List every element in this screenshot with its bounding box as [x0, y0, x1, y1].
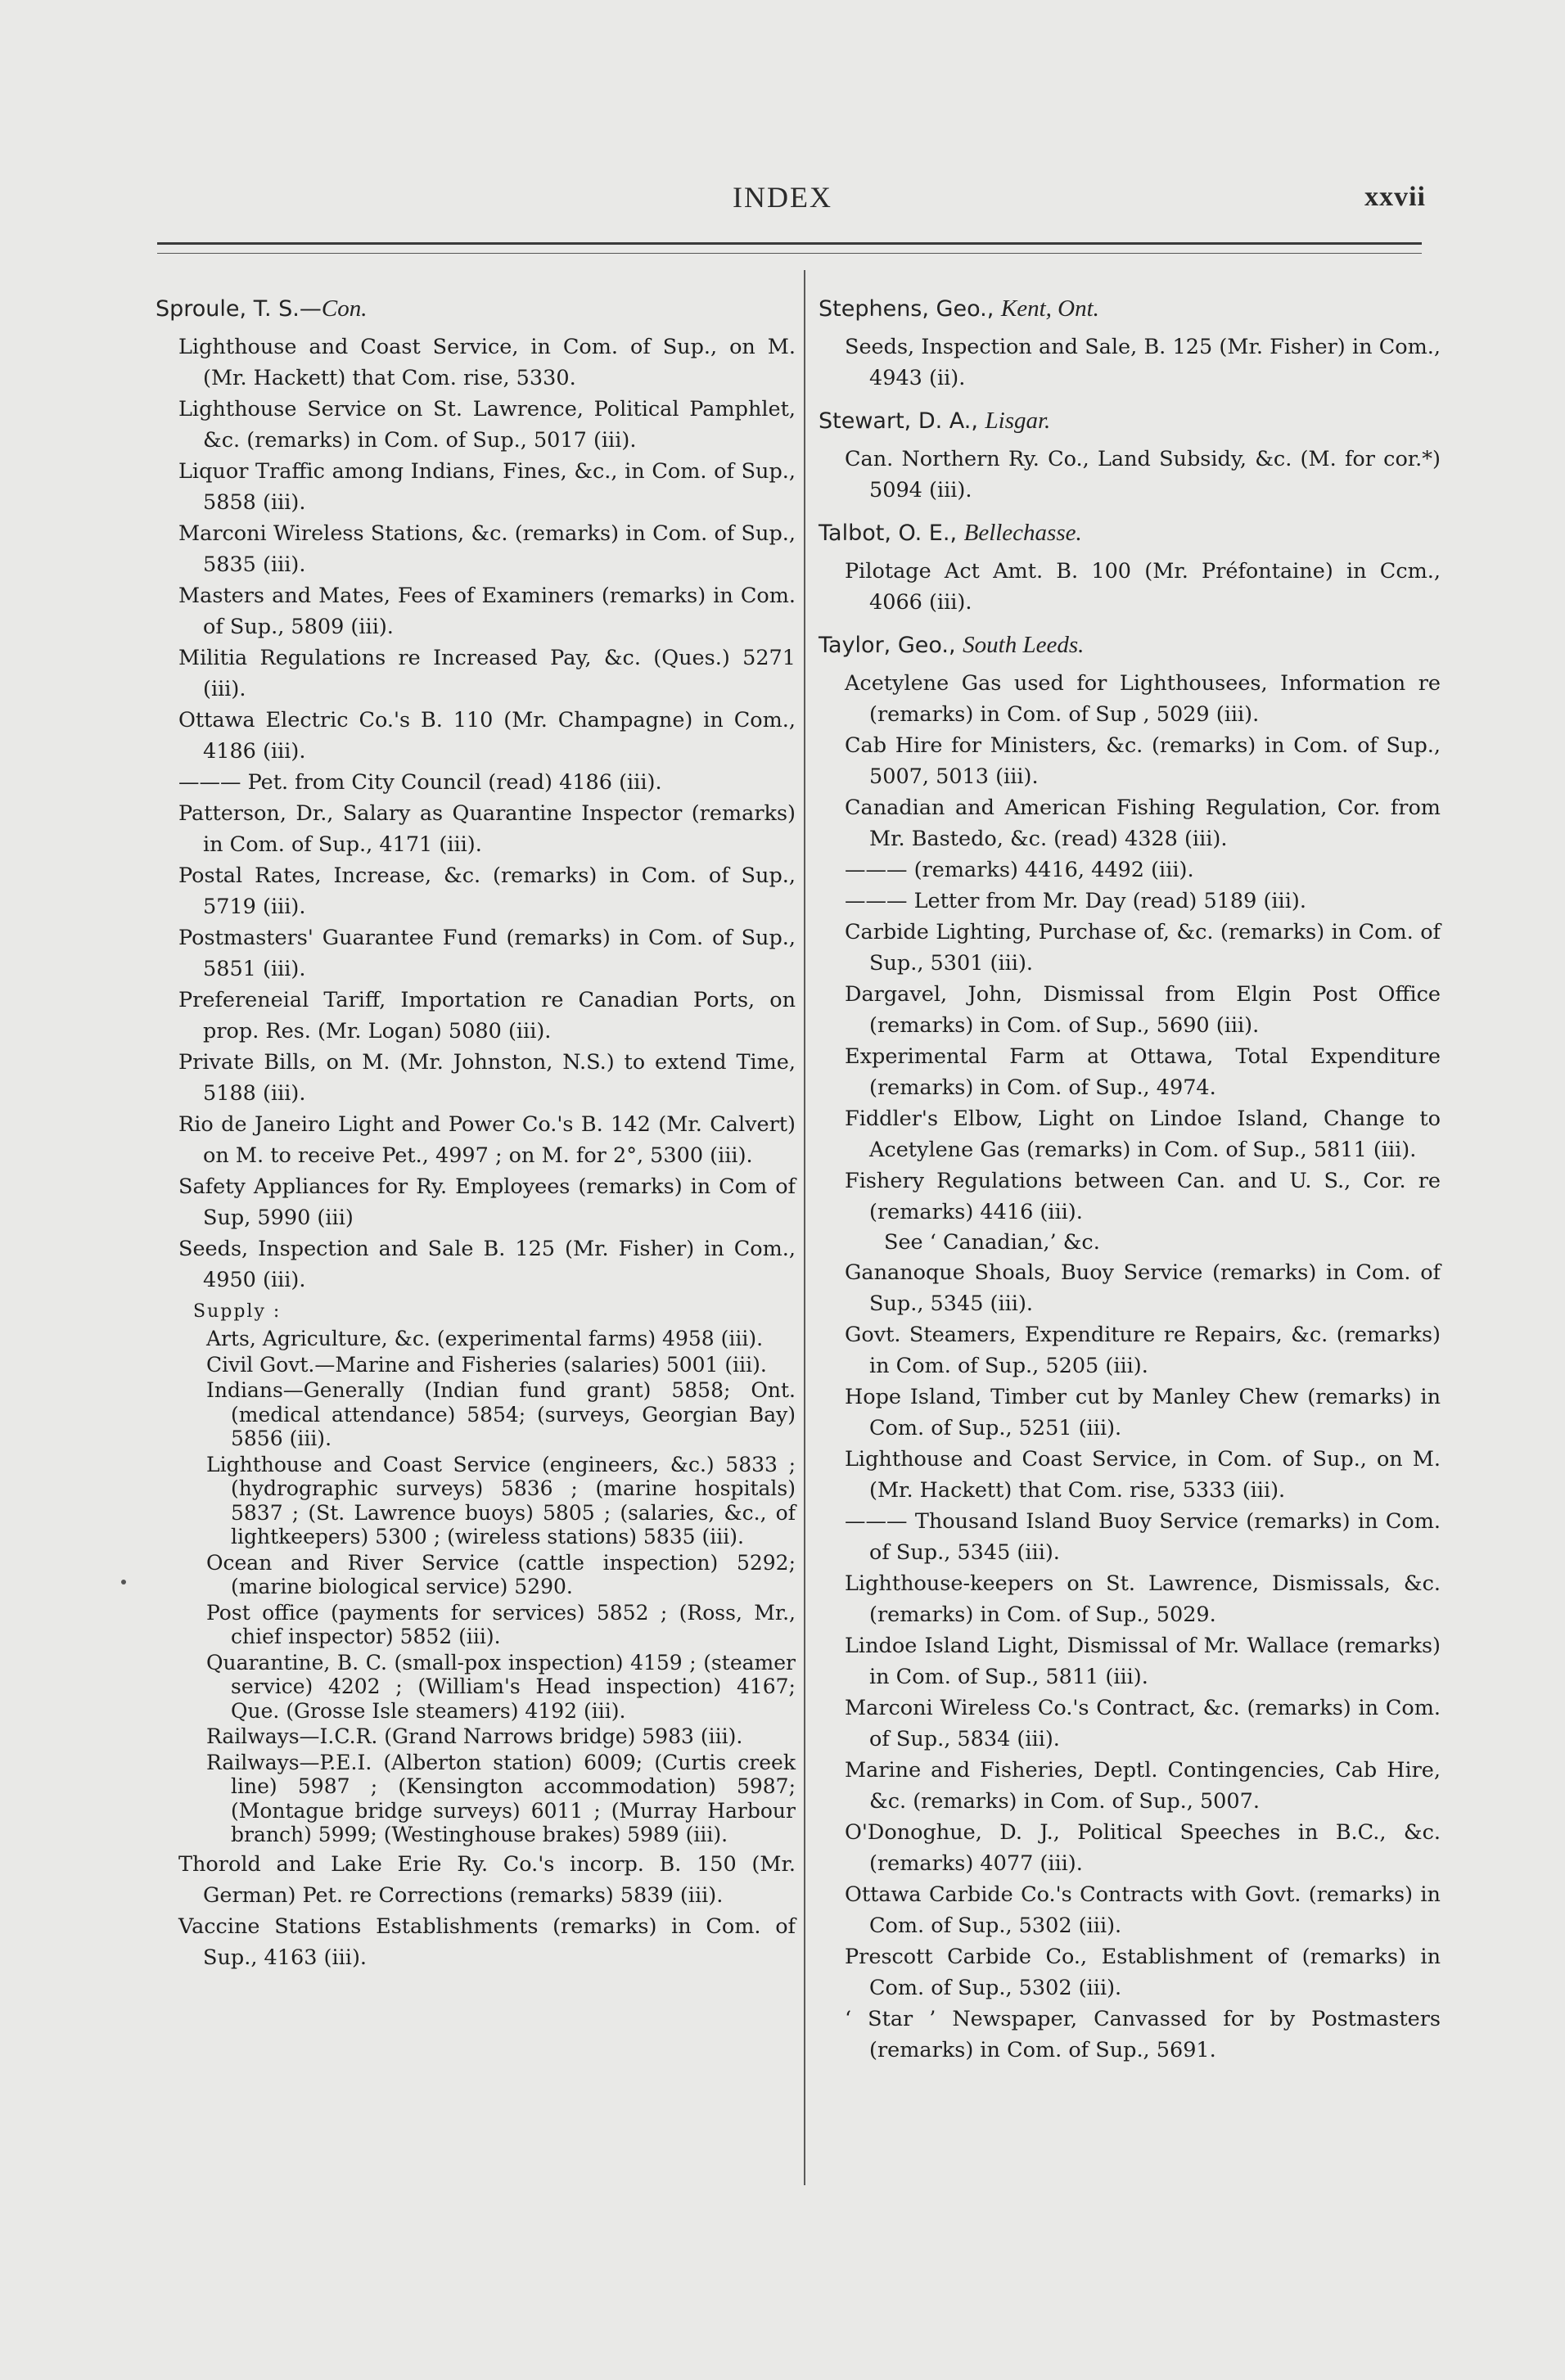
header-rule-thick	[157, 242, 1422, 245]
supply-item: Ocean and River Service (cattle inspection) 5292; (marine biological service) 5290.	[206, 1550, 796, 1598]
index-entry: Cab Hire for Ministers, &c. (remarks) in Com. of Sup., 5007, 5013 (iii).	[845, 733, 1441, 789]
index-entry: Pilotage Act Amt. B. 100 (Mr. Préfontaine) in Ccm., 4066 (iii).	[845, 559, 1441, 615]
index-entry: Can. Northern Ry. Co., Land Subsidy, &c. (M. for cor.*) 5094 (iii).	[845, 447, 1441, 503]
index-entry: Private Bills, on M. (Mr. Johnston, N.S.) to extend Time, 5188 (iii).	[178, 1050, 796, 1106]
ink-speck	[121, 1580, 126, 1584]
index-entry: Rio de Janeiro Light and Power Co.'s B. 142 (Mr. Calvert) on M. to receive Pet., 4997 ; on M. for 2°, 5300 (iii).	[178, 1112, 796, 1168]
supply-item: Arts, Agriculture, &c. (experimental farms) 4958 (iii).	[206, 1327, 764, 1350]
index-entry: Lighthouse and Coast Service, in Com. of Sup., on M. (Mr. Hackett) that Com. rise, 5333 (iii).	[845, 1447, 1441, 1503]
index-entry: Postmasters' Guarantee Fund (remarks) in Com. of Sup., 5851 (iii).	[178, 926, 796, 981]
supply-item: Indians—Generally (Indian fund grant) 5858; Ont. (medical attendance) 5854; (surveys, Georgian Bay) 5856 (iii).	[206, 1378, 796, 1450]
left-column	[156, 286, 796, 1973]
member-name: Stephens, Geo.,	[819, 296, 1001, 322]
supply-items	[156, 1327, 796, 1847]
left-trailing-entries	[156, 1849, 796, 1973]
index-entry: Gananoque Shoals, Buoy Service (remarks) in Com. of Sup., 5345 (iii).	[845, 1260, 1441, 1316]
member-heading	[819, 517, 1441, 549]
index-entry: ——— Letter from Mr. Day (read) 5189 (iii).	[845, 889, 1306, 913]
supply-item: Post office (payments for services) 5852 ; (Ross, Mr., chief inspector) 5852 (iii).	[206, 1600, 796, 1648]
index-entry: Thorold and Lake Erie Ry. Co.'s incorp. B. 150 (Mr. German) Pet. re Corrections (remarks) 5839 (iii).	[178, 1851, 796, 1908]
index-entry: Seeds, Inspection and Sale B. 125 (Mr. Fisher) in Com., 4950 (iii).	[178, 1237, 796, 1292]
supply-item: Railways—P.E.I. (Alberton station) 6009; (Curtis creek line) 5987 ; (Kensington accommodation) 5987; (Montague bridge surveys) 6011 ; (Murray Harbour branch) 5999; (Westinghouse brakes) 5989 (iii).	[206, 1750, 796, 1846]
member-name: Stewart, D. A.,	[819, 408, 985, 434]
index-entry: Hope Island, Timber cut by Manley Chew (remarks) in Com. of Sup., 5251 (iii).	[845, 1385, 1441, 1440]
index-entry: Dargavel, John, Dismissal from Elgin Post Office (remarks) in Com. of Sup., 5690 (iii).	[845, 982, 1441, 1038]
index-entry: Prescott Carbide Co., Establishment of (remarks) in Com. of Sup., 5302 (iii).	[845, 1945, 1441, 2000]
member-name: Taylor, Geo.,	[819, 633, 963, 658]
index-entry: Militia Regulations re Increased Pay, &c. (Ques.) 5271 (iii).	[178, 646, 796, 701]
page-number: xxvii	[1364, 182, 1426, 212]
member-heading	[819, 405, 1441, 437]
index-entry: Experimental Farm at Ottawa, Total Expenditure (remarks) in Com. of Sup., 4974.	[845, 1044, 1441, 1100]
index-entry: Ottawa Electric Co.'s B. 110 (Mr. Champagne) in Com., 4186 (iii).	[178, 708, 796, 764]
index-entry: Lighthouse and Coast Service, in Com. of Sup., on M. (Mr. Hackett) that Com. rise, 5330.	[178, 335, 796, 390]
index-entry: Patterson, Dr., Salary as Quarantine Inspector (remarks) in Com. of Sup., 4171 (iii).	[178, 801, 796, 857]
member-heading	[819, 293, 1441, 325]
page-title: INDEX	[733, 181, 832, 214]
index-entry: O'Donoghue, D. J., Political Speeches in B.C., &c. (remarks) 4077 (iii).	[845, 1820, 1441, 1876]
index-entry: Ottawa Carbide Co.'s Contracts with Govt. (remarks) in Com. of Sup., 5302 (iii).	[845, 1882, 1441, 1938]
index-entry: Prefereneial Tariff, Importation re Canadian Ports, on prop. Res. (Mr. Logan) 5080 (iii).	[178, 988, 796, 1044]
index-entry: Marine and Fisheries, Deptl. Contingencies, Cab Hire, &c. (remarks) in Com. of Sup., 5007.	[845, 1758, 1441, 1814]
index-entry: Lighthouse Service on St. Lawrence, Political Pamphlet, &c. (remarks) in Com. of Sup., 5017 (iii).	[178, 397, 796, 453]
member-riding: Lisgar.	[985, 408, 1051, 434]
index-entry: ‘ Star ’ Newspaper, Canvassed for by Postmasters (remarks) in Com. of Sup., 5691.	[845, 2007, 1441, 2062]
member-heading	[819, 629, 1441, 661]
index-entry: Lighthouse-keepers on St. Lawrence, Dismissals, &c. (remarks) in Com. of Sup., 5029.	[845, 1571, 1441, 1627]
column-divider	[804, 270, 805, 2185]
index-entry: Marconi Wireless Co.'s Contract, &c. (remarks) in Com. of Sup., 5834 (iii).	[845, 1696, 1441, 1751]
member-name: Talbot, O. E.,	[819, 521, 964, 546]
index-entry: Seeds, Inspection and Sale, B. 125 (Mr. Fisher) in Com., 4943 (ii).	[845, 335, 1441, 390]
see-reference: See ‘ Canadian,’ &c.	[884, 1230, 1100, 1255]
index-entry: Vaccine Stations Establishments (remarks) in Com. of Sup., 4163 (iii).	[178, 1913, 796, 1970]
index-entry: Govt. Steamers, Expenditure re Repairs, &c. (remarks) in Com. of Sup., 5205 (iii).	[845, 1323, 1441, 1378]
index-entry: Carbide Lighting, Purchase of, &c. (remarks) in Com. of Sup., 5301 (iii).	[845, 920, 1441, 976]
supply-heading: Supply :	[193, 1301, 282, 1322]
right-column	[819, 286, 1441, 2066]
index-entry: Fiddler's Elbow, Light on Lindoe Island, Change to Acetylene Gas (remarks) in Com. of Sup., 5811 (iii).	[845, 1107, 1441, 1162]
index-entry: Liquor Traffic among Indians, Fines, &c., in Com. of Sup., 5858 (iii).	[178, 459, 796, 515]
index-entry: Postal Rates, Increase, &c. (remarks) in Com. of Sup., 5719 (iii).	[178, 863, 796, 919]
member-riding: Kent, Ont.	[1000, 295, 1099, 322]
index-entry: ——— (remarks) 4416, 4492 (iii).	[845, 858, 1194, 882]
index-heading	[156, 293, 796, 325]
index-entry: Canadian and American Fishing Regulation, Cor. from Mr. Bastedo, &c. (read) 4328 (iii).	[845, 796, 1441, 851]
header-rule-thin	[157, 253, 1422, 254]
index-entry: Safety Appliances for Ry. Employees (remarks) in Com of Sup, 5990 (iii)	[178, 1174, 796, 1230]
index-entry: ——— Thousand Island Buoy Service (remarks) in Com. of Sup., 5345 (iii).	[845, 1509, 1441, 1565]
supply-item: Civil Govt.—Marine and Fisheries (salaries) 5001 (iii).	[206, 1352, 767, 1377]
index-entry: Marconi Wireless Stations, &c. (remarks) in Com. of Sup., 5835 (iii).	[178, 521, 796, 577]
heading-suffix: Con.	[321, 295, 368, 322]
member-riding: Bellechasse.	[963, 520, 1082, 546]
left-entries	[156, 331, 796, 1296]
index-entry: Lindoe Island Light, Dismissal of Mr. Wallace (remarks) in Com. of Sup., 5811 (iii).	[845, 1634, 1441, 1689]
index-entry: Masters and Mates, Fees of Examiners (remarks) in Com. of Sup., 5809 (iii).	[178, 584, 796, 639]
index-entry: Fishery Regulations between Can. and U. S., Cor. re (remarks) 4416 (iii).	[845, 1169, 1441, 1224]
supply-item: Railways—I.C.R. (Grand Narrows bridge) 5983 (iii).	[206, 1724, 743, 1748]
supply-item: Quarantine, B. C. (small-pox inspection) 4159 ; (steamer service) 4202 ; (William's Head inspection) 4167; Que. (Grosse Isle steamers) 4192 (iii).	[206, 1650, 796, 1723]
index-entry: ——— Pet. from City Council (read) 4186 (iii).	[178, 770, 662, 795]
index-entry: Acetylene Gas used for Lighthousees, Information re (remarks) in Com. of Sup , 5029 (iii).	[845, 671, 1441, 727]
supply-item: Lighthouse and Coast Service (engineers, &c.) 5833 ; (hydrographic surveys) 5836 ; (marine hospitals) 5837 ; (St. Lawrence buoys) 5805 ; (salaries, &c., of lightkeepers) 5300 ; (wireless stations) 5835 (iii).	[206, 1452, 796, 1548]
member-riding: South Leeds.	[963, 632, 1085, 658]
heading-name: Sproule, T. S.—	[156, 296, 322, 322]
